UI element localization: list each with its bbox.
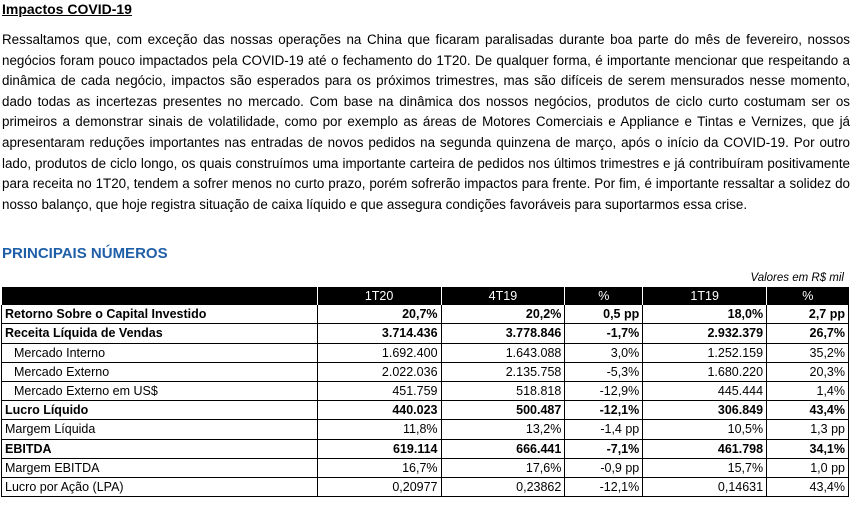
cell-1t19: 461.798 bbox=[643, 439, 767, 458]
covid-impact-paragraph: Ressaltamos que, com exceção das nossas operações na China que ficaram paralisadas durante boa parte do mês de fevereiro, nossos negócios foram pouco impactados pela COVID-19 até o fechamento do 1T20. De qualquer forma, é importante mencionar que respeitando a dinâmica de cada negócio, impactos são esperados para os próximos trimestres, mas são difíceis de serem mensurados nesse momento, dado todas as incertezas presentes no mercado. Com base na dinâmica dos nossos negócios, produtos de ciclo curto costumam ser os primeiros a demonstrar sinais de volatilidade, como por exemplo as áreas de Motores Comerciais e Appliance e Tintas e Vernizes, que já apresentaram reduções importantes nas entradas de novos pedidos na segunda quinzena de março, após o início da COVID-19. Por outro lado, produtos de ciclo longo, os quais construímos uma importante carteira de pedidos nos últimos trimestres e já contribuíram positivamente para receita no 1T20, tendem a sofrer menos no curto prazo, porém sofrerão impactos para frente. Por fim, é importante ressaltar a solidez do nosso balanço, que hoje registra situação de caixa líquido e que assegura condições favoráveis para suportarmos essa crise. bbox=[2, 32, 850, 212]
header-label bbox=[2, 287, 318, 305]
cell-pct-qoq: 3,0% bbox=[565, 343, 643, 362]
cell-pct-qoq: -1,4 pp bbox=[565, 420, 643, 439]
cell-1t20: 20,7% bbox=[317, 305, 441, 324]
cell-pct-yoy: 1,0 pp bbox=[767, 458, 849, 477]
cell-4t19: 666.441 bbox=[441, 439, 565, 458]
cell-1t19: 15,7% bbox=[643, 458, 767, 477]
table-row bbox=[2, 324, 849, 343]
cell-pct-yoy: 2,7 pp bbox=[767, 305, 849, 324]
header-pct-qoq: % bbox=[565, 287, 643, 305]
row-label: Retorno Sobre o Capital Investido bbox=[2, 305, 318, 324]
cell-pct-qoq: -5,3% bbox=[565, 362, 643, 381]
row-label: Lucro Líquido bbox=[2, 401, 318, 420]
cell-1t19: 1.252.159 bbox=[643, 343, 767, 362]
cell-pct-qoq: 0,5 pp bbox=[565, 305, 643, 324]
header-pct-yoy: % bbox=[767, 287, 849, 305]
cell-1t20: 1.692.400 bbox=[317, 343, 441, 362]
cell-1t19: 0,14631 bbox=[643, 477, 767, 496]
cell-1t20: 2.022.036 bbox=[317, 362, 441, 381]
row-label: Margem Líquida bbox=[2, 420, 318, 439]
header-4t19: 4T19 bbox=[441, 287, 565, 305]
table-header-row bbox=[2, 287, 849, 305]
cell-4t19: 20,2% bbox=[441, 305, 565, 324]
cell-1t19: 18,0% bbox=[643, 305, 767, 324]
cell-pct-yoy: 43,4% bbox=[767, 477, 849, 496]
row-label: EBITDA bbox=[2, 439, 318, 458]
cell-pct-yoy: 34,1% bbox=[767, 439, 849, 458]
table-row bbox=[2, 343, 849, 362]
cell-4t19: 2.135.758 bbox=[441, 362, 565, 381]
cell-4t19: 17,6% bbox=[441, 458, 565, 477]
cell-pct-yoy: 1,3 pp bbox=[767, 420, 849, 439]
cell-pct-qoq: -12,1% bbox=[565, 477, 643, 496]
table-row bbox=[2, 439, 849, 458]
cell-1t19: 2.932.379 bbox=[643, 324, 767, 343]
cell-pct-qoq: -0,9 pp bbox=[565, 458, 643, 477]
row-label: Margem EBITDA bbox=[2, 458, 318, 477]
cell-pct-qoq: -12,9% bbox=[565, 381, 643, 400]
cell-1t19: 445.444 bbox=[643, 381, 767, 400]
cell-pct-yoy: 20,3% bbox=[767, 362, 849, 381]
cell-pct-yoy: 26,7% bbox=[767, 324, 849, 343]
cell-4t19: 1.643.088 bbox=[441, 343, 565, 362]
cell-4t19: 518.818 bbox=[441, 381, 565, 400]
cell-4t19: 3.778.846 bbox=[441, 324, 565, 343]
cell-1t20: 0,20977 bbox=[317, 477, 441, 496]
header-1t20: 1T20 bbox=[317, 287, 441, 305]
table-row bbox=[2, 458, 849, 477]
cell-pct-yoy: 35,2% bbox=[767, 343, 849, 362]
row-label: Lucro por Ação (LPA) bbox=[2, 477, 318, 496]
header-1t19: 1T19 bbox=[643, 287, 767, 305]
cell-4t19: 0,23862 bbox=[441, 477, 565, 496]
cell-1t20: 440.023 bbox=[317, 401, 441, 420]
table-row bbox=[2, 381, 849, 400]
table-row bbox=[2, 401, 849, 420]
row-label: Mercado Externo bbox=[2, 362, 318, 381]
cell-pct-qoq: -12,1% bbox=[565, 401, 643, 420]
cell-1t20: 451.759 bbox=[317, 381, 441, 400]
cell-pct-yoy: 43,4% bbox=[767, 401, 849, 420]
row-label: Mercado Externo em US$ bbox=[2, 381, 318, 400]
row-label: Receita Líquida de Vendas bbox=[2, 324, 318, 343]
table-row bbox=[2, 362, 849, 381]
cell-4t19: 500.487 bbox=[441, 401, 565, 420]
cell-1t20: 11,8% bbox=[317, 420, 441, 439]
table-row bbox=[2, 305, 849, 324]
cell-1t20: 16,7% bbox=[317, 458, 441, 477]
units-note: Valores em R$ mil bbox=[750, 272, 844, 284]
cell-1t19: 306.849 bbox=[643, 401, 767, 420]
cell-1t20: 3.714.436 bbox=[317, 324, 441, 343]
cell-1t19: 10,5% bbox=[643, 420, 767, 439]
section-title: Impactos COVID-19 bbox=[2, 1, 132, 17]
row-label: Mercado Interno bbox=[2, 343, 318, 362]
key-figures-table bbox=[1, 287, 849, 497]
cell-4t19: 13,2% bbox=[441, 420, 565, 439]
cell-pct-qoq: -7,1% bbox=[565, 439, 643, 458]
table-row bbox=[2, 477, 849, 496]
cell-pct-yoy: 1,4% bbox=[767, 381, 849, 400]
table-row bbox=[2, 420, 849, 439]
cell-1t20: 619.114 bbox=[317, 439, 441, 458]
cell-1t19: 1.680.220 bbox=[643, 362, 767, 381]
cell-pct-qoq: -1,7% bbox=[565, 324, 643, 343]
principal-numbers-title: PRINCIPAIS NÚMEROS bbox=[2, 245, 168, 262]
